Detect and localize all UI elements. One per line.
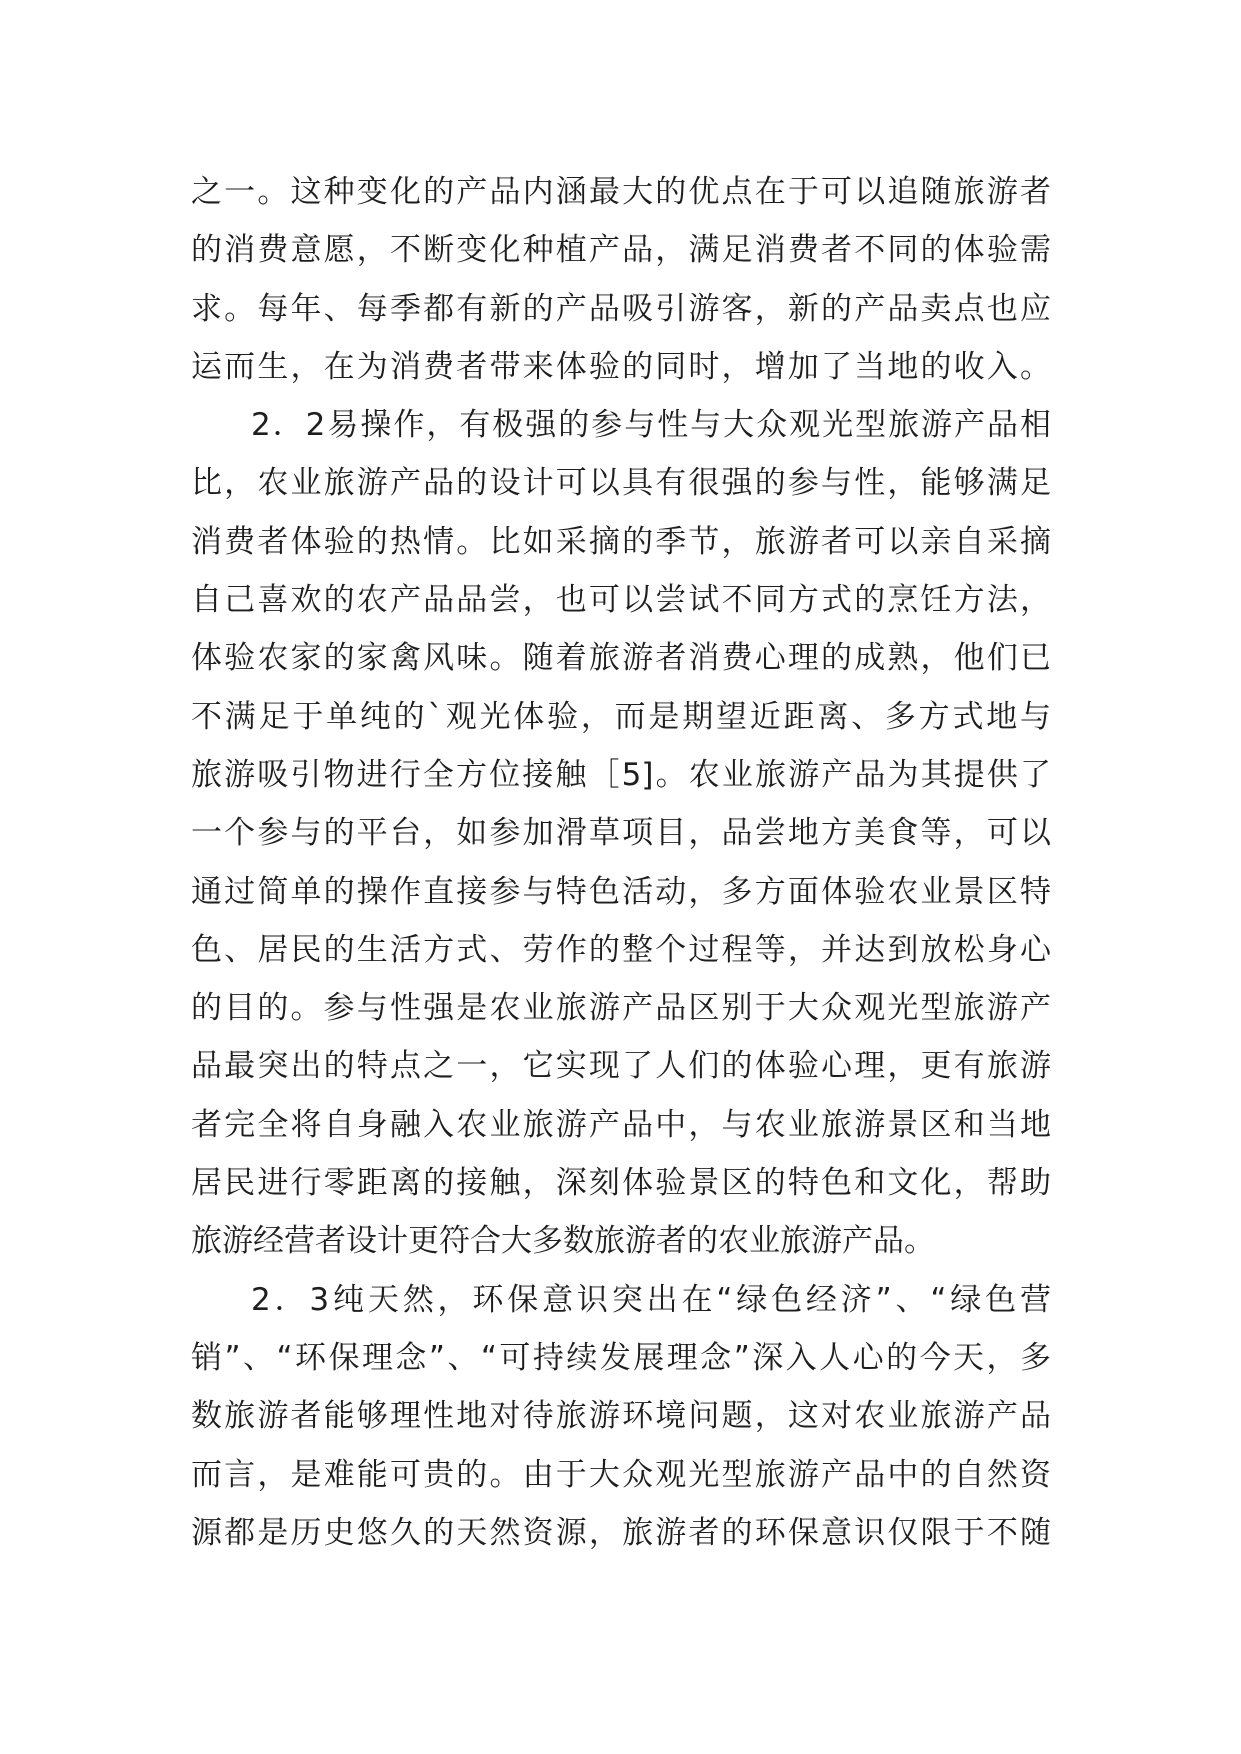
text-line: 之一。这种变化的产品内涵最大的优点在于可以追随旅游者	[191, 174, 1051, 210]
text-line: 消费者体验的热情。比如采摘的季节，旅游者可以亲自采摘	[191, 523, 1051, 560]
text-line: 旅游吸引物进行全方位接触［5]。农业旅游产品为其提供了	[191, 756, 1051, 793]
text-line: 数旅游者能够理性地对待旅游环境问题，这对农业旅游产品	[191, 1398, 1051, 1435]
text-line: 居民进行零距离的接触，深刻体验景区的特色和文化，帮助	[191, 1165, 1051, 1202]
section-heading-line: 2．3纯天然，环保意识突出在“绿色经济”、“绿色营	[251, 1281, 1051, 1318]
text-line: 体验农家的家禽风味。随着旅游者消费心理的成熟，他们已	[191, 640, 1051, 677]
text-line: 一个参与的平台，如参加滑草项目，品尝地方美食等，可以	[191, 815, 1051, 852]
text-line: 色、居民的生活方式、劳作的整个过程等，并达到放松身心	[191, 931, 1051, 968]
text-line: 者完全将自身融入农业旅游产品中，与农业旅游景区和当地	[191, 1106, 1051, 1143]
text-line: 销”、“环保理念”、“可持续发展理念”深入人心的今天，多	[191, 1339, 1051, 1376]
text-line: 比，农业旅游产品的设计可以具有很强的参与性，能够满足	[191, 465, 1051, 502]
text-line: 品最突出的特点之一，它实现了人们的体验心理，更有旅游	[191, 1048, 1051, 1085]
text-line: 的目的。参与性强是农业旅游产品区别于大众观光型旅游产	[191, 990, 1051, 1027]
text-line: 不满足于单纯的`观光体验，而是期望近距离、多方式地与	[191, 698, 1051, 735]
body-text	[191, 163, 1051, 1562]
text-line: 的消费意愿，不断变化种植产品，满足消费者不同的体验需	[191, 232, 1051, 269]
section-heading-line: 2．2易操作，有极强的参与性与大众观光型旅游产品相	[251, 407, 1051, 444]
text-line: 运而生，在为消费者带来体验的同时，增加了当地的收入。	[191, 348, 1051, 385]
text-line: 旅游经营者设计更符合大多数旅游者的农业旅游产品。	[191, 1223, 935, 1260]
text-line: 求。每年、每季都有新的产品吸引游客，新的产品卖点也应	[191, 290, 1051, 327]
text-line: 而言，是难能可贵的。由于大众观光型旅游产品中的自然资	[191, 1456, 1051, 1493]
text-line: 通过简单的操作直接参与特色活动，多方面体验农业景区特	[191, 873, 1051, 910]
text-line: 自己喜欢的农产品品尝，也可以尝试不同方式的烹饪方法，	[191, 582, 1051, 619]
text-line: 源都是历史悠久的天然资源，旅游者的环保意识仅限于不随	[191, 1514, 1051, 1551]
